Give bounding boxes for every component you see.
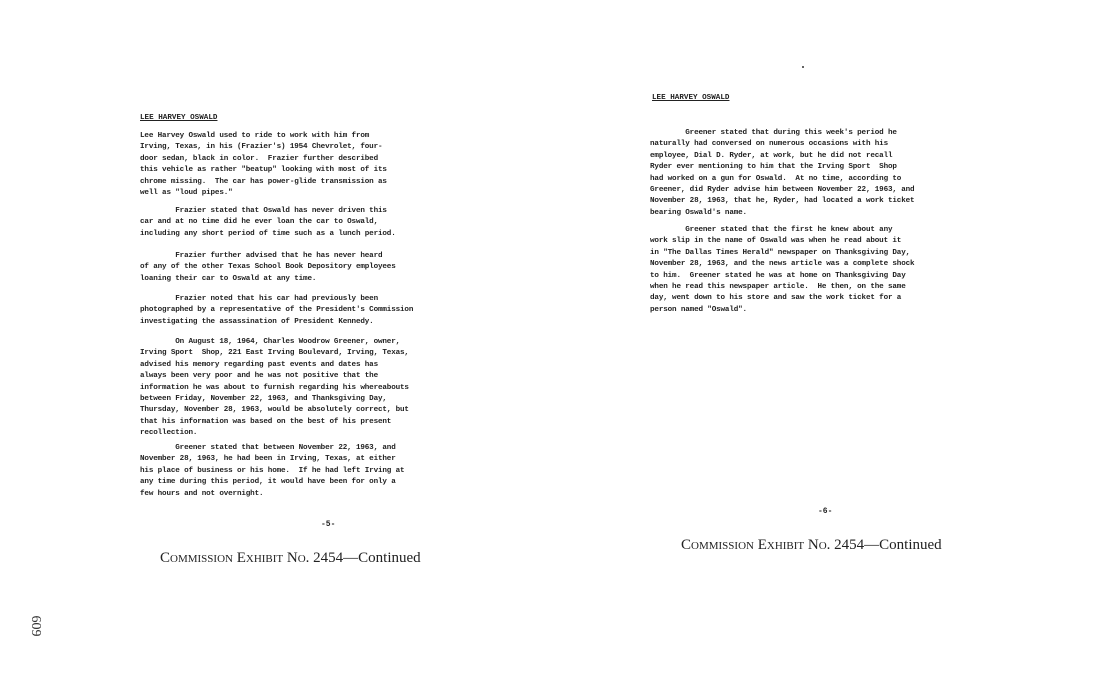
scan-speck bbox=[802, 66, 804, 68]
right-exhibit-caption bbox=[681, 537, 942, 554]
left-page-number: -5- bbox=[321, 520, 336, 529]
left-exhibit-caption bbox=[160, 550, 421, 567]
left-caption-suffix: —Continued bbox=[343, 550, 421, 566]
side-page-number: 609 bbox=[28, 615, 43, 637]
right-paragraph-2: Greener stated that the first he knew about any work slip in the name of Oswald was when he read about it in "The Dallas Times Herald" newspaper on Thanksgiving Day, November 28, 1963, and the news article was a complete shock to him. Greener stated he was at home on Thanksgiving Day when he read this newspaper article. He then, on the same day, went down to his store and saw the work ticket for a person named "Oswald". bbox=[650, 226, 915, 314]
right-paragraph-1: Greener stated that during this week's period he naturally had conversed on numerous occasions with his employee, Dial D. Ryder, at work, but he did not recall Ryder ever mentioning to him that the Irving Sport Shop had worked on a gun for Oswald. At no time, according to Greener, did Ryder advise him between November 22, 1963, and November 28, 1963, that he, Ryder, had located a work ticket bearing Oswald's name. bbox=[650, 129, 915, 217]
right-caption-suffix: —Continued bbox=[864, 537, 942, 553]
right-caption-number: 2454 bbox=[834, 537, 865, 553]
right-caption-prefix: Commission Exhibit No. bbox=[681, 537, 831, 553]
left-paragraph-1: Lee Harvey Oswald used to ride to work with him from Irving, Texas, in his (Frazier's) 1954 Chevrolet, four- door sedan, black in color. Frazier further described this vehicle as rather "beatup" looking with most of its chrome missing. The car has power-glide transmission as well as "loud pipes." bbox=[140, 132, 387, 198]
left-caption-prefix: Commission Exhibit No. bbox=[160, 550, 310, 566]
left-caption-number: 2454 bbox=[313, 550, 344, 566]
left-paragraph-4: Frazier noted that his car had previously been photographed by a representative of the President's Commission investigating the assassination of President Kennedy. bbox=[140, 295, 414, 326]
left-paragraph-3: Frazier further advised that he has never heard of any of the other Texas School Book Depository employees loaning their car to Oswald at any time. bbox=[140, 252, 396, 283]
left-paragraph-6: Greener stated that between November 22, 1963, and November 28, 1963, he had been in Irving, Texas, at either his place of business or his home. If he had left Irving at any time during this period, it would have been for only a few hours and not overnight. bbox=[140, 444, 405, 498]
left-paragraph-5: On August 18, 1964, Charles Woodrow Greener, owner, Irving Sport Shop, 221 East Irving Boulevard, Irving, Texas, advised his memory regarding past events and dates has always been very poor and he was not positive that the information he was about to furnish regarding his whereabouts between Friday, November 22, 1963, and Thanksgiving Day, Thursday, November 28, 1963, would be absolutely correct, but that his information was based on the best of his present recollection. bbox=[140, 338, 409, 438]
right-page-heading: LEE HARVEY OSWALD bbox=[652, 94, 730, 102]
left-page-heading: LEE HARVEY OSWALD bbox=[140, 114, 218, 122]
left-paragraph-2: Frazier stated that Oswald has never driven this car and at no time did he ever loan the car to Oswald, including any short period of time such as a lunch period. bbox=[140, 207, 396, 238]
right-page-number: -6- bbox=[818, 507, 833, 516]
